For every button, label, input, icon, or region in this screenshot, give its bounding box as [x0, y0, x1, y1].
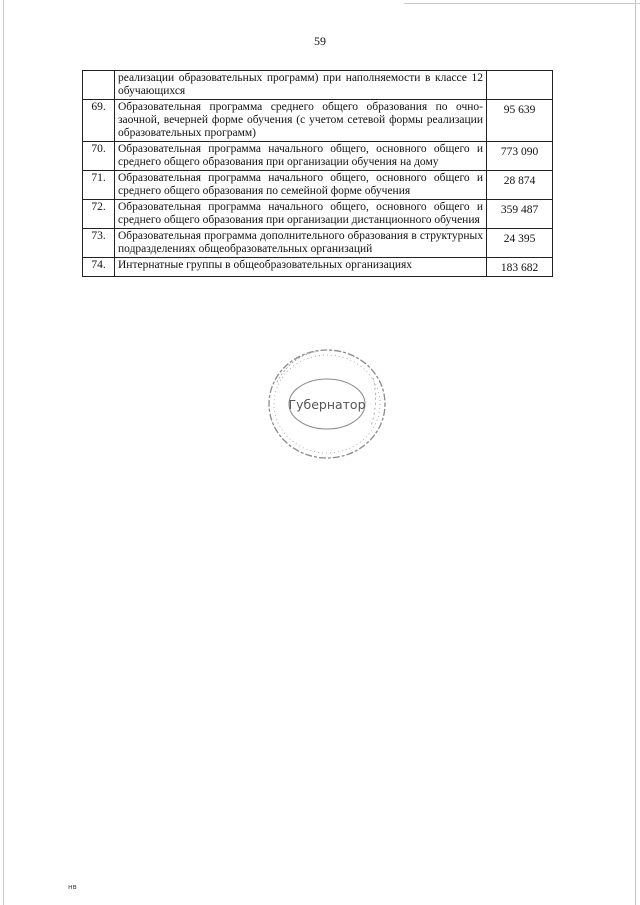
- row-number: 72.: [83, 200, 115, 229]
- table-row: [83, 142, 553, 171]
- row-number: 74.: [83, 258, 115, 277]
- table-row: [83, 100, 553, 142]
- row-value: 359 487: [487, 200, 553, 229]
- row-number: 73.: [83, 229, 115, 258]
- table-row: [83, 171, 553, 200]
- row-value: [487, 71, 553, 100]
- funding-table: [82, 70, 553, 277]
- official-seal: [263, 342, 395, 467]
- table-row: [83, 200, 553, 229]
- row-number: 69.: [83, 100, 115, 142]
- row-description: Образовательная программа начального общего, основного общего и среднего общего образования при организации обучения на дому: [115, 142, 487, 171]
- row-number: 70.: [83, 142, 115, 171]
- row-value: 24 395: [487, 229, 553, 258]
- row-number: 71.: [83, 171, 115, 200]
- corner-mark: нв: [68, 883, 77, 891]
- row-description: Образовательная программа дополнительного образования в структурных подразделениях общеобразовательных организаций: [115, 229, 487, 258]
- page-number: 59: [314, 34, 326, 48]
- page-edge-right: [635, 0, 636, 905]
- row-description: Образовательная программа начального общего, основного общего и среднего общего образования при организации дистанционного обучения: [115, 200, 487, 229]
- row-value: 773 090: [487, 142, 553, 171]
- row-value: 28 874: [487, 171, 553, 200]
- table-row: [83, 71, 553, 100]
- table-row: [83, 258, 553, 277]
- row-description: реализации образовательных программ) при наполняемости в классе 12 обучающихся: [115, 71, 487, 100]
- seal-text: Губернатор: [288, 397, 366, 412]
- row-number: [83, 71, 115, 100]
- page-edge-top: [404, 3, 640, 4]
- row-description: Образовательная программа среднего общего образования по очно-заочной, вечерней форме обучения (с учетом сетевой формы реализации образовательных программ): [115, 100, 487, 142]
- row-value: 95 639: [487, 100, 553, 142]
- page-edge-left: [3, 0, 4, 905]
- row-value: 183 682: [487, 258, 553, 277]
- table-row: [83, 229, 553, 258]
- row-description: Образовательная программа начального общего, основного общего и среднего общего образования по семейной форме обучения: [115, 171, 487, 200]
- row-description: Интернатные группы в общеобразовательных организациях: [115, 258, 487, 277]
